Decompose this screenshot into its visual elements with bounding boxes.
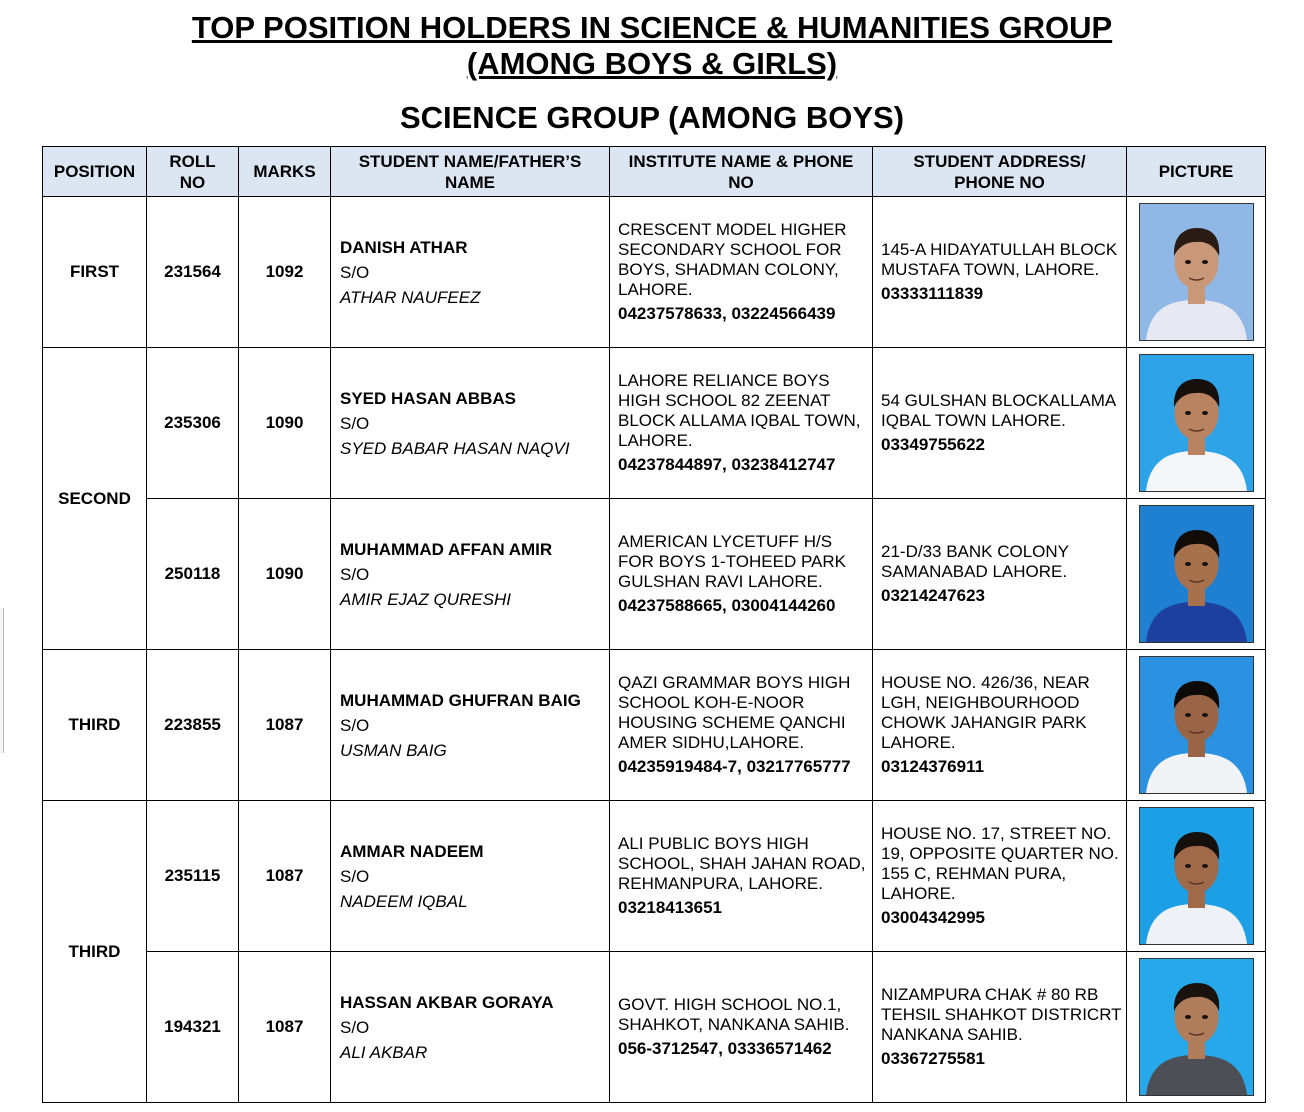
picture-cell [1127,499,1266,650]
student-phone: 03333111839 [881,284,984,303]
column-header-position: POSITION [43,147,147,197]
student-phone: 03349755622 [881,435,986,454]
marks-cell: 1092 [239,197,331,348]
student-name-cell [331,348,610,499]
student-name: HASSAN AKBAR GORAYA [340,992,554,1012]
student-photo [1139,958,1254,1096]
table-row [43,801,1266,952]
column-header-institute: INSTITUTE NAME & PHONE NO [610,147,873,197]
position-holders-table [42,146,1266,1103]
relation-label: S/O [340,413,370,433]
roll-no-cell: 250118 [147,499,239,650]
marks-cell: 1087 [239,650,331,801]
student-phone: 03124376911 [881,757,985,776]
roll-no-cell: 231564 [147,197,239,348]
institute-phone: 03218413651 [618,898,723,917]
father-name: AMIR EJAZ QURESHI [340,589,511,609]
section-heading: SCIENCE GROUP (AMONG BOYS) [399,100,905,135]
institute-cell [610,499,873,650]
student-name-cell [331,952,610,1103]
student-phone: 03004342995 [881,908,986,927]
institute-phone: 04237844897, 03238412747 [618,455,836,474]
address-cell [873,801,1127,952]
student-photo [1139,656,1254,794]
father-name: USMAN BAIG [340,740,447,760]
student-phone: 03367275581 [881,1049,986,1068]
roll-no-cell: 235115 [147,801,239,952]
student-address: 145-A HIDAYATULLAH BLOCK MUSTAFA TOWN, LAHORE. [881,240,1118,279]
student-name-cell [331,801,610,952]
page-title: TOP POSITION HOLDERS IN SCIENCE & HUMANITIES GROUP [191,10,1113,45]
institute-phone: 04237578633, 03224566439 [618,304,836,323]
institute-cell [610,801,873,952]
institute-name: CRESCENT MODEL HIGHER SECONDARY SCHOOL FOR BOYS, SHADMAN COLONY, LAHORE. [618,220,847,299]
student-address: 54 GULSHAN BLOCKALLAMA IQBAL TOWN LAHORE. [881,391,1116,430]
institute-name: GOVT. HIGH SCHOOL NO.1, SHAHKOT, NANKANA SAHIB. [618,995,850,1034]
student-address: HOUSE NO. 17, STREET NO. 19, OPPOSITE QUARTER NO. 155 C, REHMAN PURA, LAHORE. [881,824,1119,903]
institute-name: ALI PUBLIC BOYS HIGH SCHOOL, SHAH JAHAN ROAD, REHMANPURA, LAHORE. [618,834,866,893]
relation-label: S/O [340,564,370,584]
position-cell: THIRD [43,801,147,1103]
address-cell [873,348,1127,499]
address-cell [873,952,1127,1103]
page-subtitle: (AMONG BOYS & GIRLS) [466,46,838,81]
institute-phone: 056-3712547, 03336571462 [618,1039,832,1058]
column-header-address: STUDENT ADDRESS/ PHONE NO [873,147,1127,197]
student-photo [1139,354,1254,492]
table-header-row [43,147,1266,197]
table-row [43,197,1266,348]
roll-no-cell: 223855 [147,650,239,801]
column-header-roll-no: ROLL NO [147,147,239,197]
student-phone: 03214247623 [881,586,986,605]
column-header-student-name: STUDENT NAME/FATHER’S NAME [331,147,610,197]
address-cell [873,650,1127,801]
relation-label: S/O [340,715,370,735]
relation-label: S/O [340,1017,370,1037]
student-photo [1139,807,1254,945]
roll-no-cell: 235306 [147,348,239,499]
student-address: NIZAMPURA CHAK # 80 RB TEHSIL SHAHKOT DISTRICRT NANKANA SAHIB. [881,985,1122,1044]
column-header-picture: PICTURE [1127,147,1266,197]
picture-cell [1127,197,1266,348]
marks-cell: 1087 [239,801,331,952]
institute-cell [610,952,873,1103]
institute-cell [610,348,873,499]
father-name: ATHAR NAUFEEZ [340,287,481,307]
institute-name: AMERICAN LYCETUFF H/S FOR BOYS 1-TOHEED PARK GULSHAN RAVI LAHORE. [618,532,846,591]
student-name-cell [331,197,610,348]
address-cell [873,197,1127,348]
student-name-cell [331,650,610,801]
roll-no-cell: 194321 [147,952,239,1103]
picture-cell [1127,801,1266,952]
position-cell: THIRD [43,650,147,801]
institute-phone: 04235919484-7, 03217765777 [618,757,851,776]
student-name: DANISH ATHAR [340,237,468,257]
marks-cell: 1090 [239,499,331,650]
table-row [43,650,1266,801]
institute-name: QAZI GRAMMAR BOYS HIGH SCHOOL KOH-E-NOOR HOUSING SCHEME QANCHI AMER SIDHU,LAHORE. [618,673,851,752]
student-name-cell [331,499,610,650]
father-name: NADEEM IQBAL [340,891,468,911]
student-address: 21-D/33 BANK COLONY SAMANABAD LAHORE. [881,542,1069,581]
institute-cell [610,197,873,348]
table-row [43,952,1266,1103]
relation-label: S/O [340,866,370,886]
picture-cell [1127,952,1266,1103]
father-name: SYED BABAR HASAN NAQVI [340,438,570,458]
institute-cell [610,650,873,801]
position-cell: SECOND [43,348,147,650]
institute-name: LAHORE RELIANCE BOYS HIGH SCHOOL 82 ZEENAT BLOCK ALLAMA IQBAL TOWN, LAHORE. [618,371,861,450]
page-edge-marker [0,608,4,753]
student-name: MUHAMMAD AFFAN AMIR [340,539,553,559]
student-address: HOUSE NO. 426/36, NEAR LGH, NEIGHBOURHOOD CHOWK JAHANGIR PARK LAHORE. [881,673,1090,752]
father-name: ALI AKBAR [340,1042,428,1062]
table-row [43,499,1266,650]
student-name: AMMAR NADEEM [340,841,484,861]
marks-cell: 1090 [239,348,331,499]
student-photo [1139,505,1254,643]
student-name: SYED HASAN ABBAS [340,388,517,408]
relation-label: S/O [340,262,370,282]
table-row [43,348,1266,499]
marks-cell: 1087 [239,952,331,1103]
picture-cell [1127,348,1266,499]
address-cell [873,499,1127,650]
student-photo [1139,203,1254,341]
picture-cell [1127,650,1266,801]
position-cell: FIRST [43,197,147,348]
student-name: MUHAMMAD GHUFRAN BAIG [340,690,581,710]
institute-phone: 04237588665, 03004144260 [618,596,836,615]
column-header-marks: MARKS [239,147,331,197]
